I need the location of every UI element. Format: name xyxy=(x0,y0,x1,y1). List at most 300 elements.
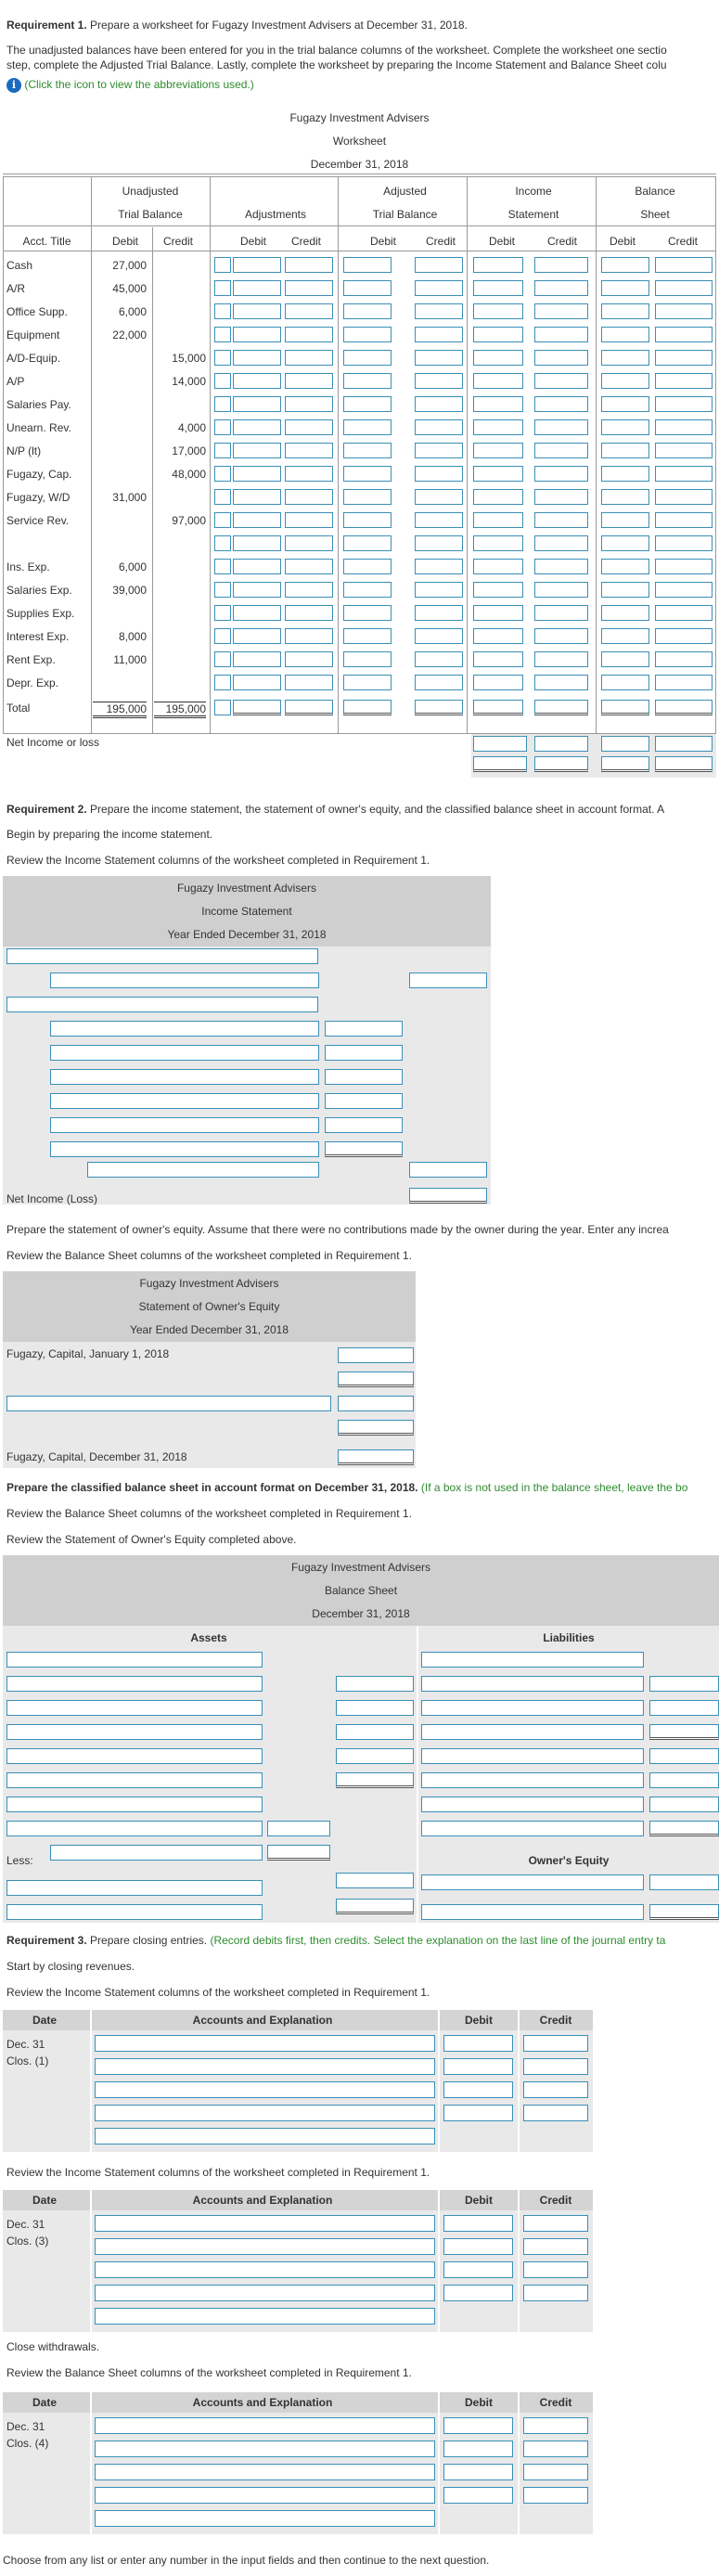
is-date: Year Ended December 31, 2018 xyxy=(167,928,327,941)
ws-cell-input[interactable] xyxy=(415,628,463,644)
is-expense-account[interactable] xyxy=(50,1021,319,1037)
ws-cell-input[interactable] xyxy=(473,700,523,715)
ws-cell-input[interactable] xyxy=(214,280,231,296)
journal-debit-input[interactable] xyxy=(443,2261,513,2278)
ws-cell-input[interactable] xyxy=(655,443,713,458)
ws-cell-input[interactable] xyxy=(534,396,588,412)
ws-cell-input[interactable] xyxy=(343,327,392,342)
bs-liab-account[interactable] xyxy=(421,1676,644,1692)
journal-debit-input[interactable] xyxy=(443,2487,513,2504)
ws-cell-input[interactable] xyxy=(473,373,523,389)
ws-cell-input[interactable] xyxy=(233,512,281,528)
journal-debit-input[interactable] xyxy=(443,2058,513,2075)
ws-cell-input[interactable] xyxy=(233,628,281,644)
is-expense-amount[interactable] xyxy=(325,1069,403,1085)
bs-asset-account[interactable] xyxy=(6,1652,263,1668)
bs-liab-amount[interactable] xyxy=(649,1676,719,1692)
ws-cell-input[interactable] xyxy=(534,350,588,366)
ws-cell-input[interactable] xyxy=(601,675,649,690)
journal-account-input[interactable] xyxy=(95,2215,435,2232)
ws-cell-input[interactable] xyxy=(233,605,281,621)
journal-account-input[interactable] xyxy=(95,2417,435,2434)
ws-cell-input[interactable] xyxy=(214,651,231,667)
bs-asset-account[interactable] xyxy=(6,1748,263,1764)
ws-cell-input[interactable] xyxy=(601,535,649,551)
ws-cell-input[interactable] xyxy=(415,559,463,574)
oe-line2-account[interactable] xyxy=(6,1396,331,1411)
is-expense-account[interactable] xyxy=(50,1045,319,1061)
ws-cell-input[interactable] xyxy=(233,280,281,296)
journal-debit-input[interactable] xyxy=(443,2441,513,2457)
ws-cell-input[interactable] xyxy=(343,280,392,296)
ws-cell-input[interactable] xyxy=(415,350,463,366)
ws-cell-input[interactable] xyxy=(415,535,463,551)
is-header-select[interactable] xyxy=(6,948,318,964)
ws-cell-input[interactable] xyxy=(534,303,588,319)
journal-account-input[interactable] xyxy=(95,2105,435,2121)
ws-cell-input[interactable] xyxy=(233,675,281,690)
ws-cell-input[interactable] xyxy=(534,280,588,296)
bs-asset-net-amount[interactable] xyxy=(336,1873,414,1888)
is-expense-account[interactable] xyxy=(50,1093,319,1109)
col-is-credit: Credit xyxy=(546,235,577,248)
ws-total-input[interactable] xyxy=(601,756,649,772)
ws-cell-input[interactable] xyxy=(343,303,392,319)
bs-oe-account[interactable] xyxy=(421,1874,644,1890)
ws-cell-input[interactable] xyxy=(285,419,333,435)
journal-account-input[interactable] xyxy=(95,2081,435,2098)
ws-cell-input[interactable] xyxy=(285,489,333,505)
journal-account-input[interactable] xyxy=(95,2441,435,2457)
ws-cell-input[interactable] xyxy=(285,700,333,715)
ws-cell-input[interactable] xyxy=(343,443,392,458)
ws-cell-input[interactable] xyxy=(473,257,523,273)
ws-cell-input[interactable] xyxy=(233,327,281,342)
ws-cell-input[interactable] xyxy=(233,535,281,551)
ws-cell-input[interactable] xyxy=(655,489,713,505)
ws-net-income-input[interactable] xyxy=(473,736,527,752)
bs-asset-account[interactable] xyxy=(6,1821,263,1836)
ws-cell-input[interactable] xyxy=(473,327,523,342)
ws-cell-input[interactable] xyxy=(655,373,713,389)
bs-asset-amount[interactable] xyxy=(336,1772,414,1788)
journal-account-input[interactable] xyxy=(95,2487,435,2504)
ws-cell-input[interactable] xyxy=(534,512,588,528)
ws-cell-input[interactable] xyxy=(601,466,649,482)
journal-credit-input[interactable] xyxy=(523,2417,588,2434)
ws-cell-input[interactable] xyxy=(534,327,588,342)
ws-cell-input[interactable] xyxy=(343,257,392,273)
ws-cell-input[interactable] xyxy=(473,419,523,435)
ws-cell-input[interactable] xyxy=(343,535,392,551)
ws-cell-input[interactable] xyxy=(214,350,231,366)
ws-cell-input[interactable] xyxy=(285,535,333,551)
ws-cell-input[interactable] xyxy=(415,512,463,528)
bs-asset-total-account[interactable] xyxy=(6,1880,263,1896)
journal-account-input[interactable] xyxy=(95,2128,435,2145)
ws-cell-input[interactable] xyxy=(343,605,392,621)
ws-cell-input[interactable] xyxy=(601,303,649,319)
ws-cell-input[interactable] xyxy=(415,489,463,505)
bs-asset-amount[interactable] xyxy=(336,1748,414,1764)
info-icon[interactable]: i xyxy=(6,78,21,93)
abbrev-row[interactable] xyxy=(6,78,254,93)
ws-cell-input[interactable] xyxy=(233,443,281,458)
oe-line2-amount[interactable] xyxy=(338,1396,414,1411)
ws-cell-input[interactable] xyxy=(343,489,392,505)
ws-cell-input[interactable] xyxy=(473,512,523,528)
ws-cell-input[interactable] xyxy=(233,350,281,366)
ws-cell-input[interactable] xyxy=(285,628,333,644)
oe-line1-amount[interactable] xyxy=(338,1372,414,1387)
ws-cell-input[interactable] xyxy=(601,373,649,389)
ws-cell-input[interactable] xyxy=(415,396,463,412)
journal-debit-input[interactable] xyxy=(443,2215,513,2232)
ws-cell-input[interactable] xyxy=(534,700,588,715)
ws-cell-input[interactable] xyxy=(655,559,713,574)
ws-cell-input[interactable] xyxy=(601,443,649,458)
ws-cell-input[interactable] xyxy=(655,257,713,273)
bs-liab-account[interactable] xyxy=(421,1821,644,1836)
is-total-expenses-amount[interactable] xyxy=(409,1162,487,1178)
ws-cell-input[interactable] xyxy=(534,559,588,574)
ws-net-income-input[interactable] xyxy=(601,736,649,752)
ws-cell-input[interactable] xyxy=(233,651,281,667)
bs-asset-total-label[interactable] xyxy=(6,1904,263,1920)
ws-cell-input[interactable] xyxy=(655,651,713,667)
ws-cell-input[interactable] xyxy=(473,466,523,482)
ws-cell-input[interactable] xyxy=(473,303,523,319)
bs-liab-account[interactable] xyxy=(421,1724,644,1740)
ws-cell-input[interactable] xyxy=(285,605,333,621)
journal-account-input[interactable] xyxy=(95,2285,435,2301)
ws-cell-input[interactable] xyxy=(534,419,588,435)
ws-cell-input[interactable] xyxy=(415,651,463,667)
ws-cell-input[interactable] xyxy=(233,419,281,435)
ws-cell-input[interactable] xyxy=(655,628,713,644)
bs-total-liab-oe-account[interactable] xyxy=(421,1904,644,1920)
ws-cell-input[interactable] xyxy=(601,559,649,574)
ws-cell-input[interactable] xyxy=(415,605,463,621)
journal-account-input[interactable] xyxy=(95,2058,435,2075)
abbrev-link[interactable]: (Click the icon to view the abbreviations used.) xyxy=(24,78,254,91)
ws-cell-input[interactable] xyxy=(214,605,231,621)
ws-cell-input[interactable] xyxy=(343,700,392,715)
is-expense-amount[interactable] xyxy=(325,1093,403,1109)
bs-liab-account[interactable] xyxy=(421,1772,644,1788)
ws-cell-input[interactable] xyxy=(285,373,333,389)
ws-cell-input[interactable] xyxy=(343,582,392,598)
ws-cell-input[interactable] xyxy=(473,280,523,296)
is-expense-amount[interactable] xyxy=(325,1141,403,1157)
ws-cell-input[interactable] xyxy=(415,303,463,319)
ws-cell-input[interactable] xyxy=(214,700,231,715)
ws-cell-input[interactable] xyxy=(655,535,713,551)
ws-cell-input[interactable] xyxy=(214,419,231,435)
ws-cell-input[interactable] xyxy=(534,466,588,482)
ws-cell-input[interactable] xyxy=(601,489,649,505)
ws-cell-input[interactable] xyxy=(285,280,333,296)
journal-debit-input[interactable] xyxy=(443,2105,513,2121)
req1-heading xyxy=(6,19,468,32)
journal-account-input[interactable] xyxy=(95,2035,435,2052)
journal-debit-input[interactable] xyxy=(443,2081,513,2098)
bs-liab-account[interactable] xyxy=(421,1700,644,1716)
ws-cell-input[interactable] xyxy=(214,489,231,505)
journal-account-input[interactable] xyxy=(95,2261,435,2278)
ws-cell-input[interactable] xyxy=(343,419,392,435)
ws-net-income-input[interactable] xyxy=(534,736,588,752)
bs-asset-account[interactable] xyxy=(6,1797,263,1812)
journal-credit-input[interactable] xyxy=(523,2081,588,2098)
ws-cell-input[interactable] xyxy=(285,303,333,319)
bs-liab-account[interactable] xyxy=(421,1652,644,1668)
ws-cell-input[interactable] xyxy=(415,419,463,435)
ws-cell-input[interactable] xyxy=(655,512,713,528)
ws-cell-input[interactable] xyxy=(473,489,523,505)
ws-cell-input[interactable] xyxy=(534,257,588,273)
ws-cell-input[interactable] xyxy=(214,466,231,482)
is-net-income-amount[interactable] xyxy=(409,1188,487,1204)
ws-cell-input[interactable] xyxy=(214,675,231,690)
journal-credit-input[interactable] xyxy=(523,2058,588,2075)
journal-debit-input[interactable] xyxy=(443,2417,513,2434)
ws-title: Worksheet xyxy=(332,135,387,148)
journal-debit-input[interactable] xyxy=(443,2238,513,2255)
ws-cell-input[interactable] xyxy=(601,628,649,644)
ws-cell-input[interactable] xyxy=(534,489,588,505)
bs-liab-amount[interactable] xyxy=(649,1748,719,1764)
ws-cell-input[interactable] xyxy=(534,535,588,551)
ws-total-input[interactable] xyxy=(534,756,588,772)
ws-cell-input[interactable] xyxy=(285,651,333,667)
bs-liab-amount[interactable] xyxy=(649,1821,719,1836)
ws-cell-input[interactable] xyxy=(285,582,333,598)
ws-cell-input[interactable] xyxy=(233,582,281,598)
ws-cell-input[interactable] xyxy=(534,605,588,621)
oe-end-amount[interactable] xyxy=(338,1449,414,1465)
ws-cell-input[interactable] xyxy=(601,700,649,715)
journal-debit-input[interactable] xyxy=(443,2035,513,2052)
ws-cell-input[interactable] xyxy=(534,373,588,389)
is-revenue-amount[interactable] xyxy=(409,972,487,988)
journal-account-input[interactable] xyxy=(95,2308,435,2325)
ws-cell-input[interactable] xyxy=(214,443,231,458)
journal-credit-input[interactable] xyxy=(523,2487,588,2504)
journal-account-input[interactable] xyxy=(95,2464,435,2480)
ws-cell-input[interactable] xyxy=(601,350,649,366)
bs-asset-sub-amount[interactable] xyxy=(267,1821,330,1836)
ws-cell-input[interactable] xyxy=(601,582,649,598)
is-expense-account[interactable] xyxy=(50,1117,319,1133)
journal-debit-input[interactable] xyxy=(443,2464,513,2480)
ws-cell-input[interactable] xyxy=(655,605,713,621)
ws-cell-input[interactable] xyxy=(655,280,713,296)
bs-total-liab-oe-amount[interactable] xyxy=(649,1904,719,1920)
ws-cell-input[interactable] xyxy=(285,257,333,273)
ws-cell-input[interactable] xyxy=(655,350,713,366)
bs-asset-account[interactable] xyxy=(6,1724,263,1740)
ws-net-income-label: Net Income or loss xyxy=(6,736,100,749)
ws-cell-input[interactable] xyxy=(415,257,463,273)
ws-cell-input[interactable] xyxy=(473,628,523,644)
ws-cell-input[interactable] xyxy=(285,327,333,342)
is-expense-amount[interactable] xyxy=(325,1021,403,1037)
ws-cell-input[interactable] xyxy=(601,419,649,435)
ws-cell-input[interactable] xyxy=(214,303,231,319)
ws-net-income-input[interactable] xyxy=(655,736,713,752)
ws-cell-input[interactable] xyxy=(655,582,713,598)
ws-cell-input[interactable] xyxy=(415,582,463,598)
journal-credit-input[interactable] xyxy=(523,2238,588,2255)
ws-cell-input[interactable] xyxy=(233,396,281,412)
bs-liab-amount[interactable] xyxy=(649,1700,719,1716)
ws-cell-input[interactable] xyxy=(233,257,281,273)
ws-cell-input[interactable] xyxy=(534,628,588,644)
bs-liab-amount[interactable] xyxy=(649,1797,719,1812)
ws-cell-input[interactable] xyxy=(534,675,588,690)
bs-total-assets-amount[interactable] xyxy=(336,1899,414,1914)
ws-cell-input[interactable] xyxy=(534,443,588,458)
is-expense-account[interactable] xyxy=(50,1141,319,1157)
ws-cell-input[interactable] xyxy=(233,373,281,389)
ws-cell-input[interactable] xyxy=(285,443,333,458)
bs-liab-account[interactable] xyxy=(421,1748,644,1764)
ws-cell-input[interactable] xyxy=(343,675,392,690)
ws-cell-input[interactable] xyxy=(473,605,523,621)
ws-cell-input[interactable] xyxy=(214,582,231,598)
ws-cell-input[interactable] xyxy=(415,280,463,296)
ws-cell-input[interactable] xyxy=(214,628,231,644)
bs-oe-amount[interactable] xyxy=(649,1874,719,1890)
journal-credit-input[interactable] xyxy=(523,2285,588,2301)
bs-liab-amount[interactable] xyxy=(649,1772,719,1788)
ws-cell-input[interactable] xyxy=(473,582,523,598)
ws-cell-input[interactable] xyxy=(285,675,333,690)
ws-cell-input[interactable] xyxy=(534,582,588,598)
ws-cell-input[interactable] xyxy=(415,700,463,715)
ws-cell-input[interactable] xyxy=(415,373,463,389)
bs-less-account[interactable] xyxy=(50,1845,263,1861)
bs-asset-account[interactable] xyxy=(6,1772,263,1788)
hdr-is-1: Income xyxy=(515,185,552,198)
ws-cell-input[interactable] xyxy=(343,559,392,574)
ws-cell-input[interactable] xyxy=(415,327,463,342)
is-expense-account[interactable] xyxy=(50,1069,319,1085)
ws-cell-input[interactable] xyxy=(473,350,523,366)
ws-cell-input[interactable] xyxy=(473,675,523,690)
ws-cell-input[interactable] xyxy=(214,327,231,342)
ws-cell-input[interactable] xyxy=(473,535,523,551)
bs-asset-amount[interactable] xyxy=(336,1700,414,1716)
ws-cell-input[interactable] xyxy=(214,257,231,273)
is-expense-amount[interactable] xyxy=(325,1045,403,1061)
ws-cell-input[interactable] xyxy=(601,327,649,342)
ws-cell-input[interactable] xyxy=(214,559,231,574)
ws-total-input[interactable] xyxy=(655,756,713,772)
is-revenue-account[interactable] xyxy=(50,972,319,988)
oe-subtotal-amount[interactable] xyxy=(338,1420,414,1436)
ws-cell-input[interactable] xyxy=(655,419,713,435)
ws-cell-input[interactable] xyxy=(233,700,281,715)
ws-cell-input[interactable] xyxy=(285,466,333,482)
ws-cell-input[interactable] xyxy=(214,535,231,551)
ws-cell-input[interactable] xyxy=(473,651,523,667)
ws-cell-input[interactable] xyxy=(601,512,649,528)
ws-cell-input[interactable] xyxy=(214,373,231,389)
ws-cell-input[interactable] xyxy=(655,303,713,319)
journal-debit-input[interactable] xyxy=(443,2285,513,2301)
ws-cell-input[interactable] xyxy=(343,628,392,644)
bs-liab-account[interactable] xyxy=(421,1797,644,1812)
journal-credit-input[interactable] xyxy=(523,2035,588,2052)
bs-asset-account[interactable] xyxy=(6,1700,263,1716)
ws-cell-input[interactable] xyxy=(233,466,281,482)
bs-asset-account[interactable] xyxy=(6,1676,263,1692)
ws-cell-input[interactable] xyxy=(415,675,463,690)
ws-cell-input[interactable] xyxy=(285,396,333,412)
ws-cell-input[interactable] xyxy=(214,512,231,528)
ws-cell-input[interactable] xyxy=(601,605,649,621)
ws-cell-input[interactable] xyxy=(601,280,649,296)
ws-cell-input[interactable] xyxy=(534,651,588,667)
oe-begin-amount[interactable] xyxy=(338,1347,414,1363)
ws-cell-input[interactable] xyxy=(343,512,392,528)
bs-liab-amount[interactable] xyxy=(649,1724,719,1740)
ws-cell-input[interactable] xyxy=(343,373,392,389)
ws-cell-input[interactable] xyxy=(285,350,333,366)
ws-cell-input[interactable] xyxy=(655,466,713,482)
ws-cell-input[interactable] xyxy=(601,257,649,273)
bs-asset-amount[interactable] xyxy=(336,1676,414,1692)
journal-credit-input[interactable] xyxy=(523,2464,588,2480)
ws-cell-input[interactable] xyxy=(214,396,231,412)
journal-account-input[interactable] xyxy=(95,2510,435,2527)
ws-cell-input[interactable] xyxy=(415,466,463,482)
bs-less-amount[interactable] xyxy=(267,1845,330,1861)
ws-cell-input[interactable] xyxy=(415,443,463,458)
is-expenses-select[interactable] xyxy=(6,997,318,1012)
journal-account-input[interactable] xyxy=(95,2238,435,2255)
ws-cell-input[interactable] xyxy=(343,350,392,366)
ws-cell-input[interactable] xyxy=(343,396,392,412)
ws-cell-input[interactable] xyxy=(233,559,281,574)
ws-cell-input[interactable] xyxy=(285,559,333,574)
is-expense-amount[interactable] xyxy=(325,1117,403,1133)
ws-cell-input[interactable] xyxy=(343,651,392,667)
bs-asset-amount[interactable] xyxy=(336,1724,414,1740)
ws-cell-input[interactable] xyxy=(655,396,713,412)
ws-total-input[interactable] xyxy=(473,756,527,772)
ws-cell-input[interactable] xyxy=(473,443,523,458)
is-total-expenses-label[interactable] xyxy=(87,1162,319,1178)
ws-cell-input[interactable] xyxy=(601,396,649,412)
ws-cell-input[interactable] xyxy=(601,651,649,667)
ws-cell-input[interactable] xyxy=(233,303,281,319)
ws-cell-input[interactable] xyxy=(473,559,523,574)
ws-cell-input[interactable] xyxy=(655,675,713,690)
ws-cell-input[interactable] xyxy=(473,396,523,412)
journal-credit-input[interactable] xyxy=(523,2215,588,2232)
ws-cell-input[interactable] xyxy=(285,512,333,528)
ws-cell-input[interactable] xyxy=(233,489,281,505)
journal-credit-input[interactable] xyxy=(523,2441,588,2457)
journal-credit-input[interactable] xyxy=(523,2261,588,2278)
ws-cell-input[interactable] xyxy=(343,466,392,482)
ws-cell-input[interactable] xyxy=(655,700,713,715)
journal-credit-input[interactable] xyxy=(523,2105,588,2121)
ws-cell-input[interactable] xyxy=(655,327,713,342)
